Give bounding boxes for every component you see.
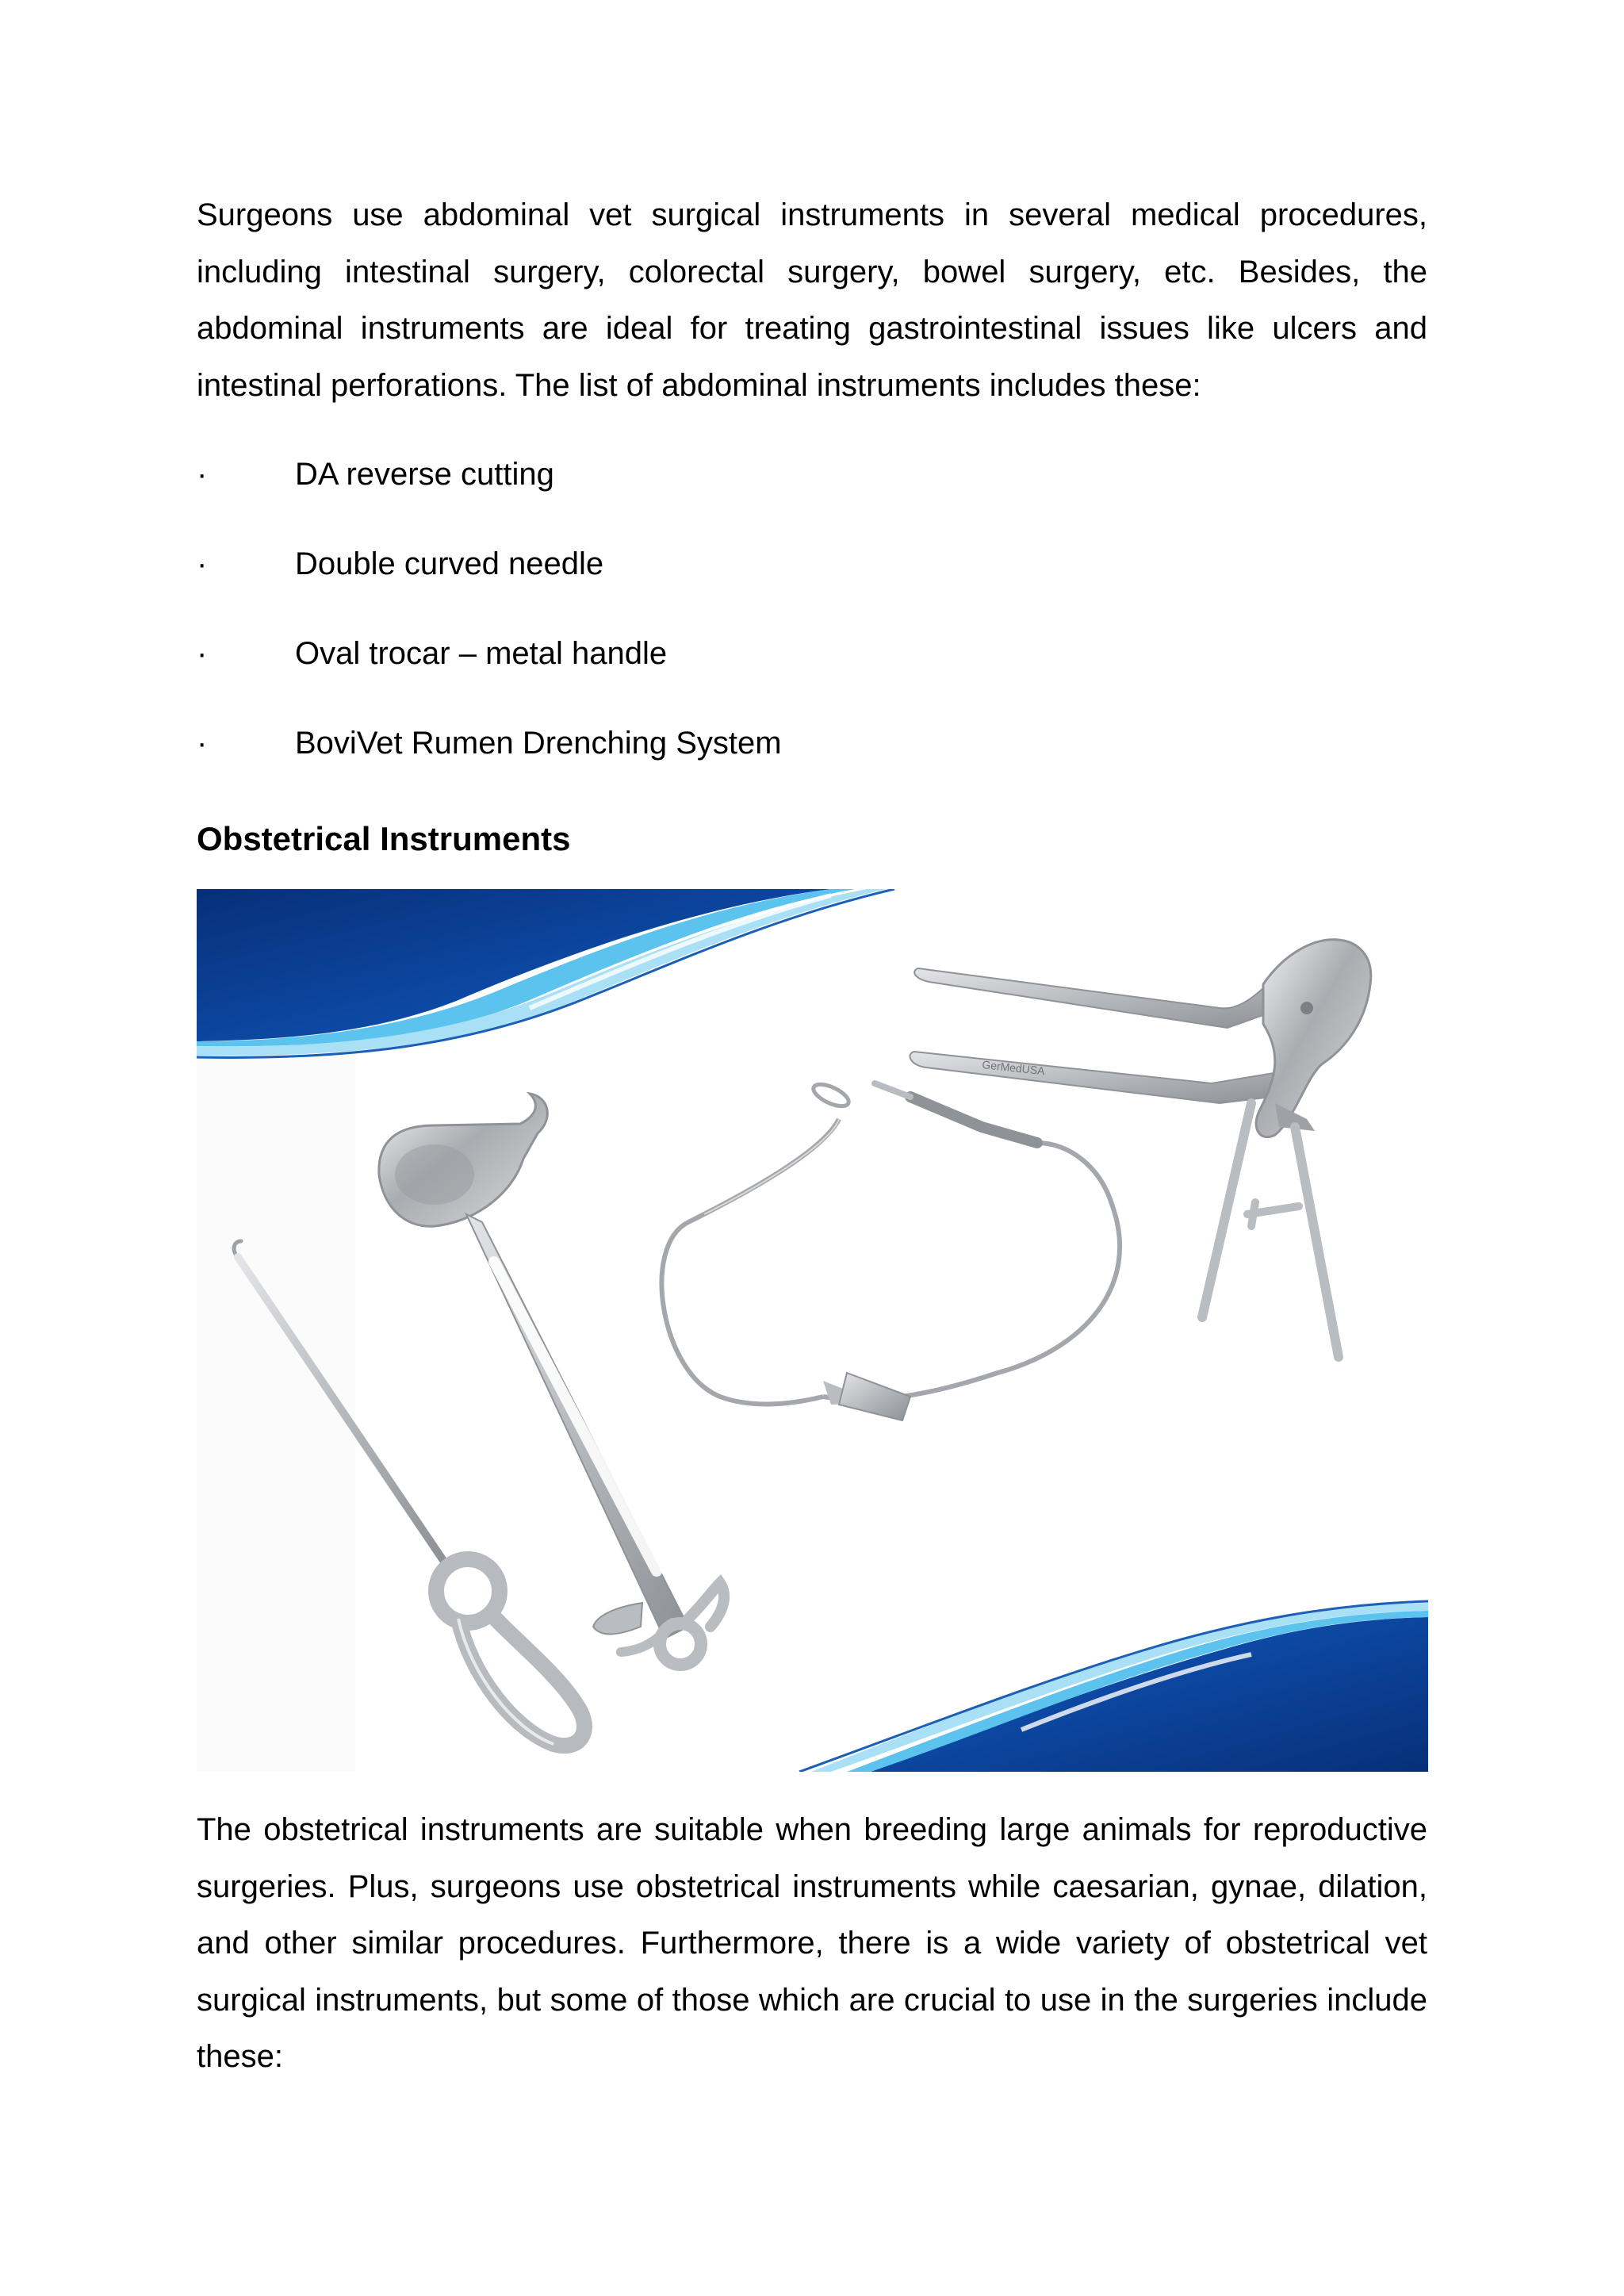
- bullet-dot: ·: [197, 636, 208, 671]
- bullet-dot: ·: [197, 546, 208, 581]
- bullet-dot: ·: [197, 457, 208, 492]
- list-item-label: DA reverse cutting: [295, 457, 554, 492]
- list-item: [197, 446, 1427, 535]
- speculum-engraving: GerMedUSA: [981, 1058, 1046, 1078]
- list-item-label: Double curved needle: [295, 546, 604, 581]
- obstetrical-instruments-image: [197, 889, 1428, 1772]
- intro-paragraph: Surgeons use abdominal vet surgical instruments in several medical procedures, including intestinal surgery, colorectal surgery, bowel surgery, etc. Besides, the abdominal instruments are ideal for treating gastrointestinal issues like ulcers and intestinal perforations. The list of abdominal instruments includes these:: [197, 197, 1427, 403]
- bullet-dot: ·: [197, 726, 208, 761]
- list-item: [197, 715, 1427, 804]
- section-heading: Obstetrical Instruments: [197, 820, 571, 857]
- list-item: [197, 535, 1427, 625]
- abdominal-instruments-list: [197, 446, 1427, 804]
- list-item-label: Oval trocar – metal handle: [295, 636, 668, 671]
- obstetrical-paragraph: The obstetrical instruments are suitable when breeding large animals for reproductive surgeries. Plus, surgeons use obstetrical instruments while caesarian, gynae, dilation, and other similar procedures. Furthermore, there is a wide variety of obstetrical vet surgical instruments, but some of those which are crucial to use in the surgeries include these:: [197, 1812, 1427, 2074]
- list-item: [197, 625, 1427, 715]
- list-item-label: BoviVet Rumen Drenching System: [295, 726, 782, 761]
- instruments-illustration: [197, 889, 1428, 1772]
